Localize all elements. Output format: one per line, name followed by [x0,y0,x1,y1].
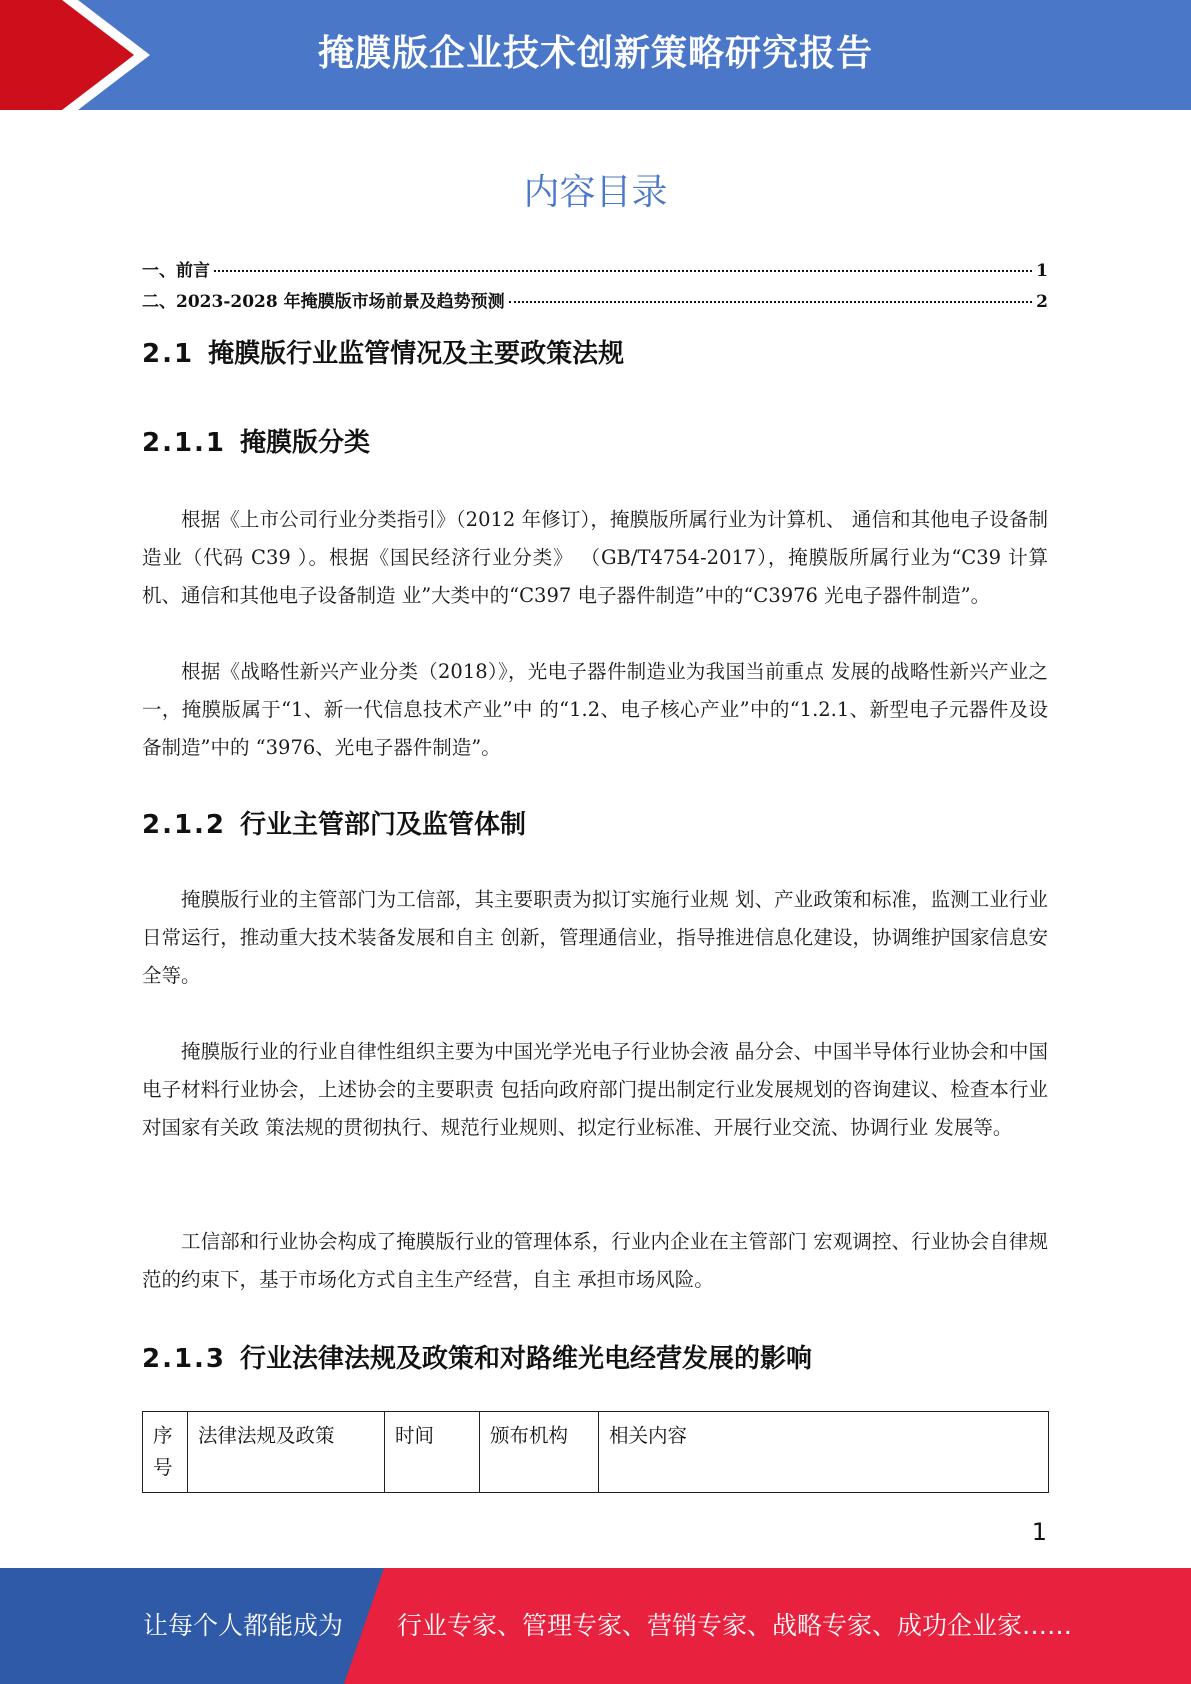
paragraph-classification-1: 根据《上市公司行业分类指引》（2012 年修订），掩膜版所属行业为计算机、 通信和其他电子设备制造业（代码 C39 ）。根据《国民经济行业分类》 （GB/T4754-2017），掩膜版所属行业为“C39 计算机、通信和其他电子设备制造 业”大类中的“C397 电子器件制造”中的“C3976 光电子器件制造”。 [142,508,1048,607]
toc-entry-page: 1 [1036,261,1048,281]
toc-entry-label: 二、2023-2028 年掩膜版市场前景及趋势预测 [142,292,505,312]
section-number: 2.1.1 [142,428,227,458]
toc-leader-dots [509,301,1033,303]
page-number: 1 [1031,1518,1047,1546]
section-heading-2-1-1 [142,422,370,459]
table-header-row [143,1412,1049,1493]
toc-entry-forecast[interactable] [142,287,1048,318]
section-title: 行业法律法规及政策和对路维光电经营发展的影响 [240,1344,813,1374]
section-number: 2.1.2 [142,810,227,840]
section-number: 2.1.3 [142,1344,227,1374]
footer-band [0,1568,1191,1684]
paragraph-classification-2: 根据《战略性新兴产业分类（2018）》，光电子器件制造业为我国当前重点 发展的战略性新兴产业之一，掩膜版属于“1、新一代信息技术产业”中 的“1.2、电子核心产业”中的“1.2.1、新型电子元器件及设备制造”中的 “3976、光电子器件制造”。 [142,660,1048,759]
section-heading-2-1-2 [142,804,526,841]
toc-entry-page: 2 [1036,292,1048,312]
toc-leader-dots [214,270,1032,272]
column-header-issuer: 颁布机构 [480,1412,599,1493]
paragraph-associations: 掩膜版行业的行业自律性组织主要为中国光学光电子行业协会液 晶分会、中国半导体行业协会和中国电子材料行业协会，上述协会的主要职责 包括向政府部门提出制定行业发展规划的咨询建议、检查本行业对国家有关政 策法规的贯彻执行、规范行业规则、拟定行业标准、开展行业交流、协调行业 发展等。 [142,1040,1048,1139]
toc-heading: 内容目录 [523,172,668,213]
footer-slogan-left: 让每个人都能成为 [143,1611,344,1640]
section-heading-2-1-3 [142,1338,812,1375]
toc-entry-preface[interactable] [142,256,1048,287]
section-title: 掩膜版行业监管情况及主要政策法规 [208,339,625,369]
column-header-law: 法律法规及政策 [188,1412,385,1493]
section-heading-2-1 [142,333,624,370]
section-number: 2.1 [142,339,195,369]
report-title: 掩膜版企业技术创新策略研究报告 [317,33,873,74]
footer-slogan-right: 行业专家、管理专家、营销专家、战略专家、成功企业家…… [397,1611,1073,1640]
column-header-index: 序号 [143,1412,188,1493]
section-title: 行业主管部门及监管体制 [240,810,527,840]
column-header-time: 时间 [385,1412,480,1493]
laws-policies-table [142,1411,1049,1493]
table-of-contents [142,256,1048,318]
header-band [0,0,1191,110]
paragraph-regulator: 掩膜版行业的主管部门为工信部，其主要职责为拟订实施行业规 划、产业政策和标准，监测工业行业日常运行，推动重大技术装备发展和自主 创新，管理通信业，指导推进信息化建设，协调维护国家信息安全等。 [142,888,1048,987]
toc-entry-label: 一、前言 [142,261,210,281]
column-header-content: 相关内容 [599,1412,1049,1493]
section-title: 掩膜版分类 [240,428,371,458]
paragraph-management-system: 工信部和行业协会构成了掩膜版行业的管理体系，行业内企业在主管部门 宏观调控、行业协会自律规范的约束下，基于市场化方式自主生产经营，自主 承担市场风险。 [142,1230,1048,1291]
